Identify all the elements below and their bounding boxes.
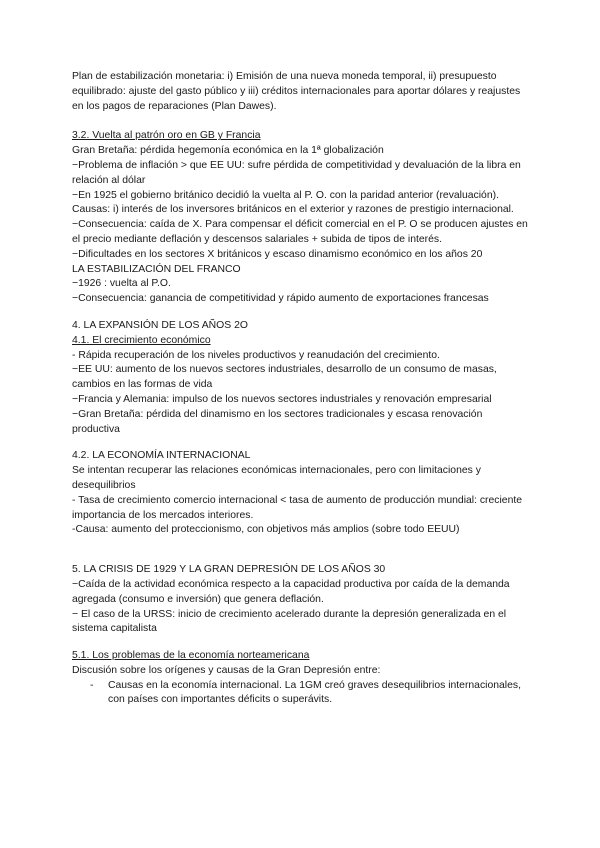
spacer xyxy=(72,437,532,449)
section-5-heading: 5. LA CRISIS DE 1929 Y LA GRAN DEPRESIÓN DE LOS AÑOS 30 xyxy=(72,564,386,576)
s4-line: −Francia y Alemania: impulso de los nuevos sectores industriales y renovación empresarial xyxy=(72,393,492,405)
s5-line: −Caída de la actividad económica respecto a la capacidad productiva por caída de la demanda agregada (consumo e inversión) que genera deflación. xyxy=(72,578,510,605)
bullet-item xyxy=(90,679,532,709)
bullet-text: Causas en la economía internacional. La 1GM creó graves desequilibrios internacionales, con países con importantes déficits o superávits. xyxy=(108,679,521,706)
s42-line: Se intentan recuperar las relaciones económicas internacionales, pero con limitaciones y desequilibrios xyxy=(72,465,481,491)
s32-line: −Problema de inflación > que EE UU: sufre pérdida de competitividad y devaluación de la libra en relación al dólar xyxy=(72,159,521,186)
s32-line: −Consecuencia: caída de X. Para compensar el déficit comercial en el P. O se producen ajustes en el precio mediante deflación y descensos salariales + subida de tipos de interés. xyxy=(72,219,528,245)
section-3-2-heading: 3.2. Vuelta al patrón oro en GB y Francia xyxy=(72,130,261,142)
spacer xyxy=(72,538,532,563)
intro-paragraph: Plan de estabilización monetaria: i) Emisión de una nueva moneda temporal, ii) presupuesto equilibrado: ajuste del gasto público y iii) créditos internacionales para aportar dólares y reajustes en los pagos de reparaciones (Plan Dawes). xyxy=(72,71,521,112)
section-4-2-heading: 4.2. LA ECONOMÍA INTERNACIONAL xyxy=(72,450,251,462)
s4-line: −EE UU: aumento de los nuevos sectores industriales, desarrollo de un consumo de masas, cambios en las formas de vida xyxy=(72,364,497,391)
s5-line: − El caso de la URSS: inicio de crecimiento acelerado durante la depresión generalizada en el sistema capitalista xyxy=(72,608,507,635)
bullet-marker: - xyxy=(90,679,94,691)
s4-line: −Gran Bretaña: pérdida del dinamismo en los sectores tradicionales y escasa renovación productiva xyxy=(72,408,483,435)
s42-line: -Causa: aumento del proteccionismo, con objetivos más amplios (sobre todo EEUU) xyxy=(72,524,460,536)
section-5-1-heading: 5.1. Los problemas de la economía norteamericana xyxy=(72,650,310,662)
section-4-heading: 4. LA EXPANSIÓN DE LOS AÑOS 2O xyxy=(72,319,248,331)
s32-line: −En 1925 el gobierno británico decidió la vuelta al P. O. con la paridad anterior (revaluación). Causas: i) interés de los inversores británicos en el exterior y razones de prestigio internacional. xyxy=(72,189,514,216)
s32-line: −1926 : vuelta al P.O. xyxy=(72,278,171,290)
section-4-1-heading: 4.1. El crecimiento económico xyxy=(72,334,211,346)
franco-heading: LA ESTABILIZACIÓN DEL FRANCO xyxy=(72,263,241,275)
s51-intro: Discusión sobre los orígenes y causas de la Gran Depresión entre: xyxy=(72,664,381,676)
s32-line: −Dificultades en los sectores X británicos y escaso dinamismo económico en los años 20 xyxy=(72,248,483,260)
s4-line: - Rápida recuperación de los niveles productivos y reanudación del crecimiento. xyxy=(72,349,440,361)
spacer xyxy=(72,637,532,649)
document-page xyxy=(72,70,532,708)
s32-line: −Consecuencia: ganancia de competitividad y rápido aumento de exportaciones francesas xyxy=(72,293,489,305)
s42-line: - Tasa de crecimiento comercio internacional < tasa de aumento de producción mundial: creciente importancia de los mercados interiores. xyxy=(72,494,523,521)
s32-line: Gran Bretaña: pérdida hegemonía económica en la 1ª globalización xyxy=(72,145,384,157)
spacer xyxy=(72,114,532,129)
spacer xyxy=(72,307,532,319)
